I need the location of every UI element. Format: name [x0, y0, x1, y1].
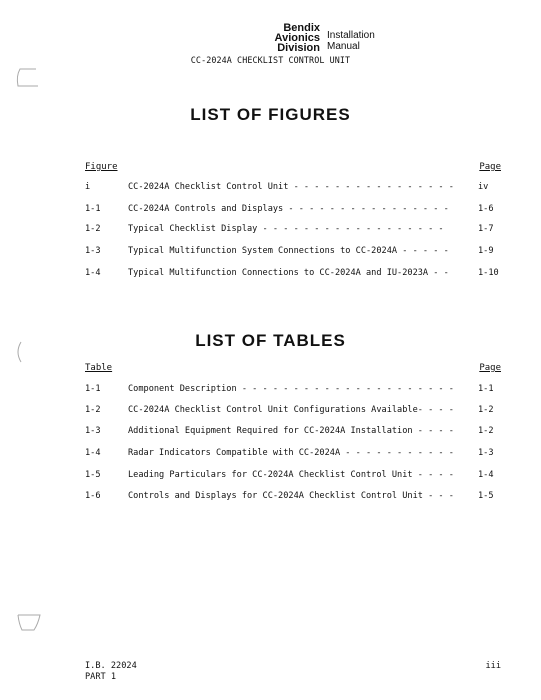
document-id-block [85, 661, 137, 683]
table-caption: Additional Equipment Required for CC-2024A Installation - - - - [128, 426, 454, 436]
document-part: PART 1 [85, 672, 117, 682]
figure-page: iv [478, 182, 489, 192]
figure-caption: Typical Multifunction System Connections to CC-2024A - - - - - [128, 246, 449, 256]
manual-line: Installation [327, 30, 375, 41]
figure-page: 1-10 [478, 268, 499, 278]
table-entry [0, 384, 541, 398]
table-number: 1-2 [85, 405, 101, 415]
figure-entry [0, 182, 541, 196]
table-page: 1-4 [478, 470, 494, 480]
figure-caption: Typical Checklist Display - - - - - - - - - - - - - - - - - - [128, 224, 444, 234]
figure-number: 1-2 [85, 224, 101, 234]
table-page: 1-2 [478, 426, 494, 436]
document-number: I.B. 22024 [85, 661, 137, 671]
figures-col-page: Page [479, 162, 501, 172]
table-entry [0, 491, 541, 505]
manual-line: Manual [327, 41, 360, 52]
table-page: 1-1 [478, 384, 494, 394]
tables-col-page: Page [479, 363, 501, 373]
company-line: Division [277, 42, 320, 54]
table-page: 1-3 [478, 448, 494, 458]
table-page: 1-2 [478, 405, 494, 415]
table-page: 1-5 [478, 491, 494, 501]
figure-number: 1-1 [85, 204, 101, 214]
figure-page: 1-6 [478, 204, 494, 214]
figure-entry [0, 268, 541, 282]
table-entry [0, 426, 541, 440]
figure-caption: CC-2024A Controls and Displays - - - - - - - - - - - - - - - - [128, 204, 449, 214]
figure-number: 1-3 [85, 246, 101, 256]
table-number: 1-3 [85, 426, 101, 436]
table-number: 1-5 [85, 470, 101, 480]
figure-entry [0, 224, 541, 238]
table-entry [0, 405, 541, 419]
company-line: Bendix [283, 22, 320, 34]
figure-page: 1-7 [478, 224, 494, 234]
company-line: Avionics [274, 32, 320, 44]
table-caption: Leading Particulars for CC-2024A Checklist Control Unit - - - - [128, 470, 454, 480]
table-caption: Controls and Displays for CC-2024A Checklist Control Unit - - - [128, 491, 454, 501]
table-number: 1-6 [85, 491, 101, 501]
figure-caption: CC-2024A Checklist Control Unit - - - - - - - - - - - - - - - - [128, 182, 454, 192]
page-folio: iii [485, 661, 501, 671]
figure-number: 1-4 [85, 268, 101, 278]
figures-title: LIST OF FIGURES [190, 105, 351, 124]
table-caption: Radar Indicators Compatible with CC-2024A - - - - - - - - - - - [128, 448, 454, 458]
punch-hole-bottom-mark [14, 612, 44, 634]
table-number: 1-1 [85, 384, 101, 394]
company-name [256, 23, 320, 53]
figure-number: i [85, 182, 91, 192]
table-caption: Component Description - - - - - - - - - - - - - - - - - - - - - [128, 384, 454, 394]
tables-col-table: Table [85, 363, 113, 373]
tables-title: LIST OF TABLES [195, 331, 346, 350]
unit-title: CC-2024A CHECKLIST CONTROL UNIT [190, 55, 351, 65]
table-entry [0, 448, 541, 462]
figure-page: 1-9 [478, 246, 494, 256]
figure-caption: Typical Multifunction Connections to CC-2024A and IU-2023A - - [128, 268, 449, 278]
punch-hole-top-mark [14, 66, 44, 90]
table-entry [0, 470, 541, 484]
figures-col-figure: Figure [85, 162, 118, 172]
table-number: 1-4 [85, 448, 101, 458]
table-caption: CC-2024A Checklist Control Unit Configurations Available- - - - [128, 405, 454, 415]
figure-entry [0, 204, 541, 218]
manual-type [327, 30, 375, 52]
figure-entry [0, 246, 541, 260]
